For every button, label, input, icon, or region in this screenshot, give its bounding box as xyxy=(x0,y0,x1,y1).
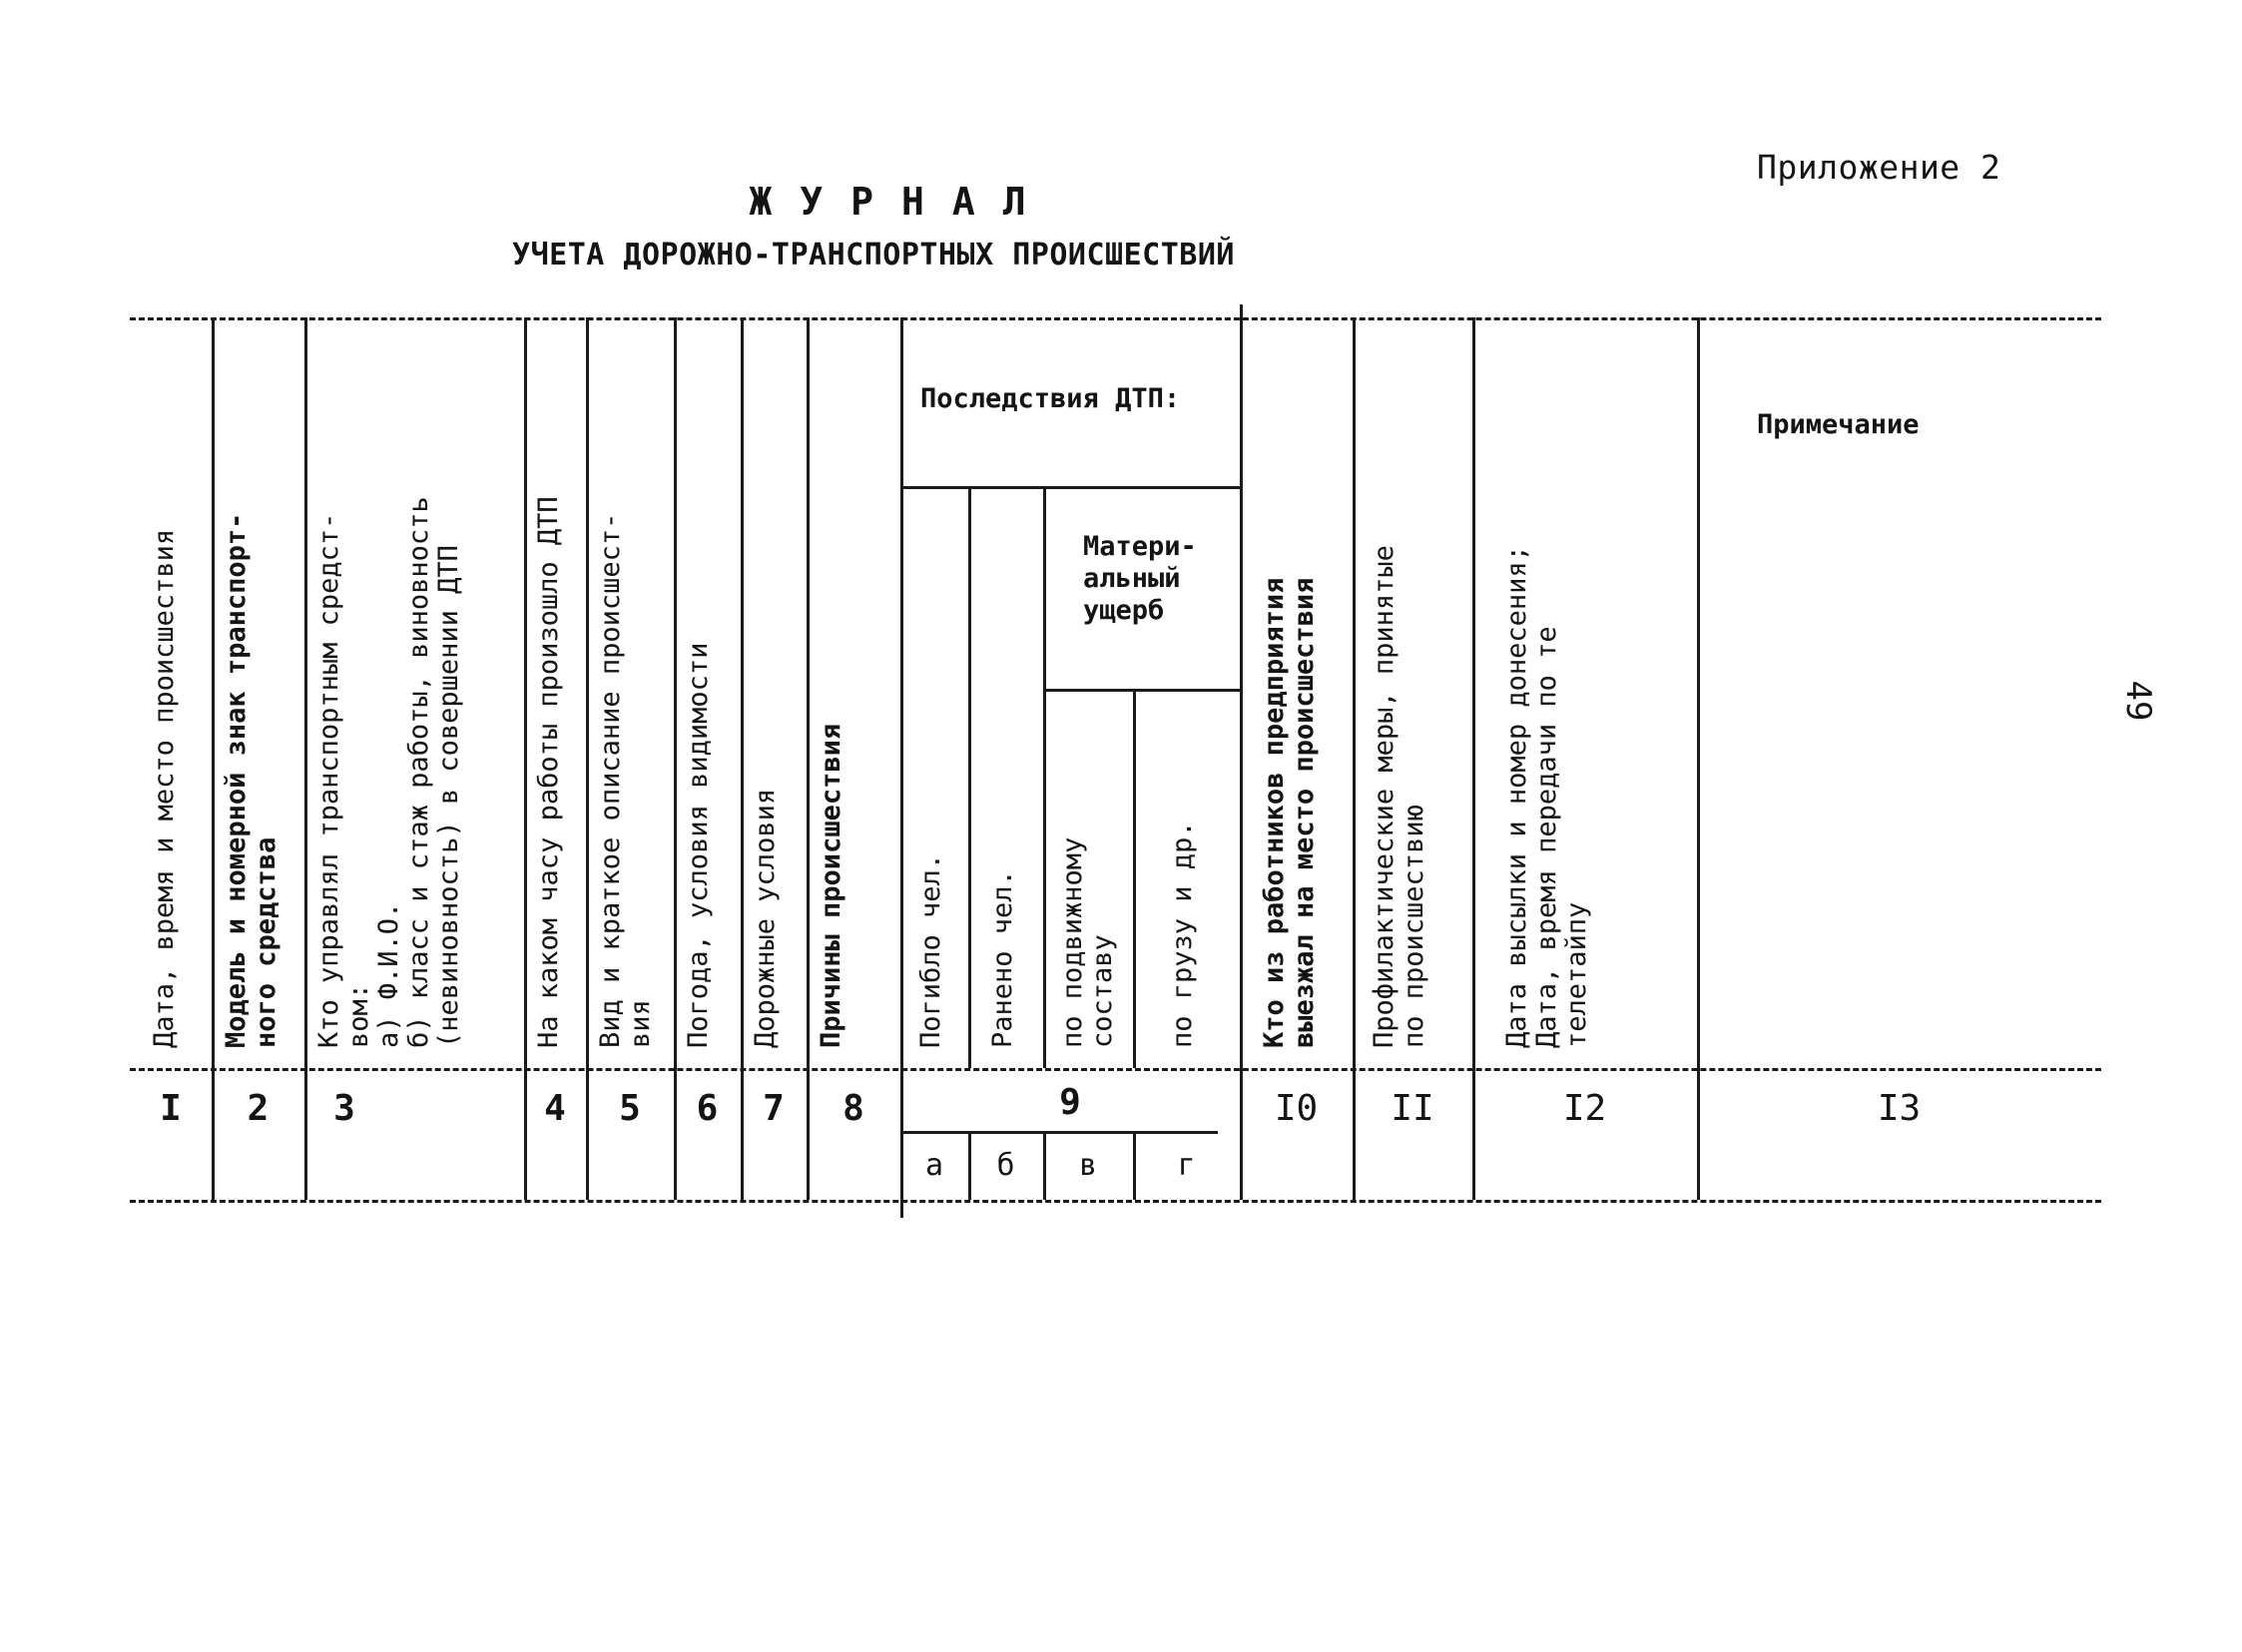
col-divider xyxy=(741,317,744,1200)
col-number: I0 xyxy=(1274,1088,1319,1129)
header-report-dispatch: Дата высылки и номер донесения; Дата, время передачи по те телетайпу xyxy=(1501,545,1592,1048)
header-driver: Кто управлял транспортным средст- вом: а) Ф.И.О. б) класс и стаж работы, виновность (невиновность) в совершении ДТП xyxy=(313,496,464,1048)
col-divider xyxy=(968,486,971,1068)
col-number: 2 xyxy=(247,1088,270,1129)
col-divider xyxy=(1043,486,1046,1068)
table-top-border xyxy=(130,317,2101,320)
header-material-damage: Матери- альный ущерб xyxy=(1083,531,1197,626)
col-divider xyxy=(1697,317,1700,1200)
group9-divider xyxy=(900,486,1240,489)
journal-title: ЖУРНАЛ xyxy=(749,180,1054,224)
subcol-letter: в xyxy=(1078,1148,1098,1183)
page-number: 49 xyxy=(2118,680,2158,722)
col-number: 3 xyxy=(333,1088,355,1129)
header-injured: Ранено чел. xyxy=(987,869,1018,1048)
col-divider xyxy=(674,317,677,1200)
col-number: 5 xyxy=(619,1088,641,1129)
header-consequences: Последствия ДТП: xyxy=(920,383,1181,414)
journal-subtitle: УЧЕТА ДОРОЖНО-ТРАНСПОРТНЫХ ПРОИСШЕСТВИЙ xyxy=(512,238,1235,273)
col-number: 9 xyxy=(1059,1082,1081,1123)
col-divider xyxy=(524,317,527,1200)
header-staff-on-site: Кто из работников предприятия выезжал на место происшествия xyxy=(1259,577,1320,1048)
table-header-border xyxy=(130,1068,2101,1071)
col-divider xyxy=(1133,689,1136,1068)
col-number: I2 xyxy=(1562,1088,1607,1129)
header-incident-description: Вид и краткое описание происшест- вия xyxy=(595,512,656,1048)
col-number: 6 xyxy=(696,1088,719,1129)
col-divider xyxy=(807,317,810,1200)
col-number: 8 xyxy=(842,1088,864,1129)
header-work-hour: На каком часу работы произошло ДТП xyxy=(533,496,564,1048)
header-road-conditions: Дорожные условия xyxy=(750,788,781,1048)
col-number: 4 xyxy=(544,1088,566,1129)
damage-divider xyxy=(1043,689,1240,692)
table-bottom-border xyxy=(130,1200,2101,1203)
header-damage-rolling-stock: по подвижному составу xyxy=(1057,836,1118,1048)
col-divider xyxy=(586,317,589,1200)
appendix-label: Приложение 2 xyxy=(1757,148,2001,187)
header-causes: Причины происшествия xyxy=(816,723,846,1048)
col-number: I3 xyxy=(1877,1088,1922,1129)
subnumber-divider xyxy=(900,1131,1218,1134)
col-divider xyxy=(212,317,215,1200)
subcol-letter: а xyxy=(924,1148,944,1183)
subcol-letter: б xyxy=(996,1148,1015,1183)
col-divider xyxy=(1472,317,1475,1200)
col-divider xyxy=(1353,317,1356,1200)
col-number: I xyxy=(160,1088,182,1129)
col-divider xyxy=(1240,304,1243,1200)
header-note: Примечание xyxy=(1757,409,1920,440)
col-number: II xyxy=(1391,1088,1434,1129)
header-weather: Погода, условия видимости xyxy=(683,642,714,1048)
col-divider xyxy=(304,317,307,1200)
header-date-time-place: Дата, время и место происшествия xyxy=(149,528,180,1048)
col-number: 7 xyxy=(763,1088,785,1129)
header-damage-cargo: по грузу и др. xyxy=(1167,821,1198,1048)
header-vehicle-model: Модель и номерной знак транспорт- ного средства xyxy=(221,512,281,1048)
header-killed: Погибло чел. xyxy=(915,852,946,1048)
header-preventive-measures: Профилактические меры, принятые по происшествию xyxy=(1369,545,1429,1048)
subcol-letter: г xyxy=(1177,1148,1196,1183)
